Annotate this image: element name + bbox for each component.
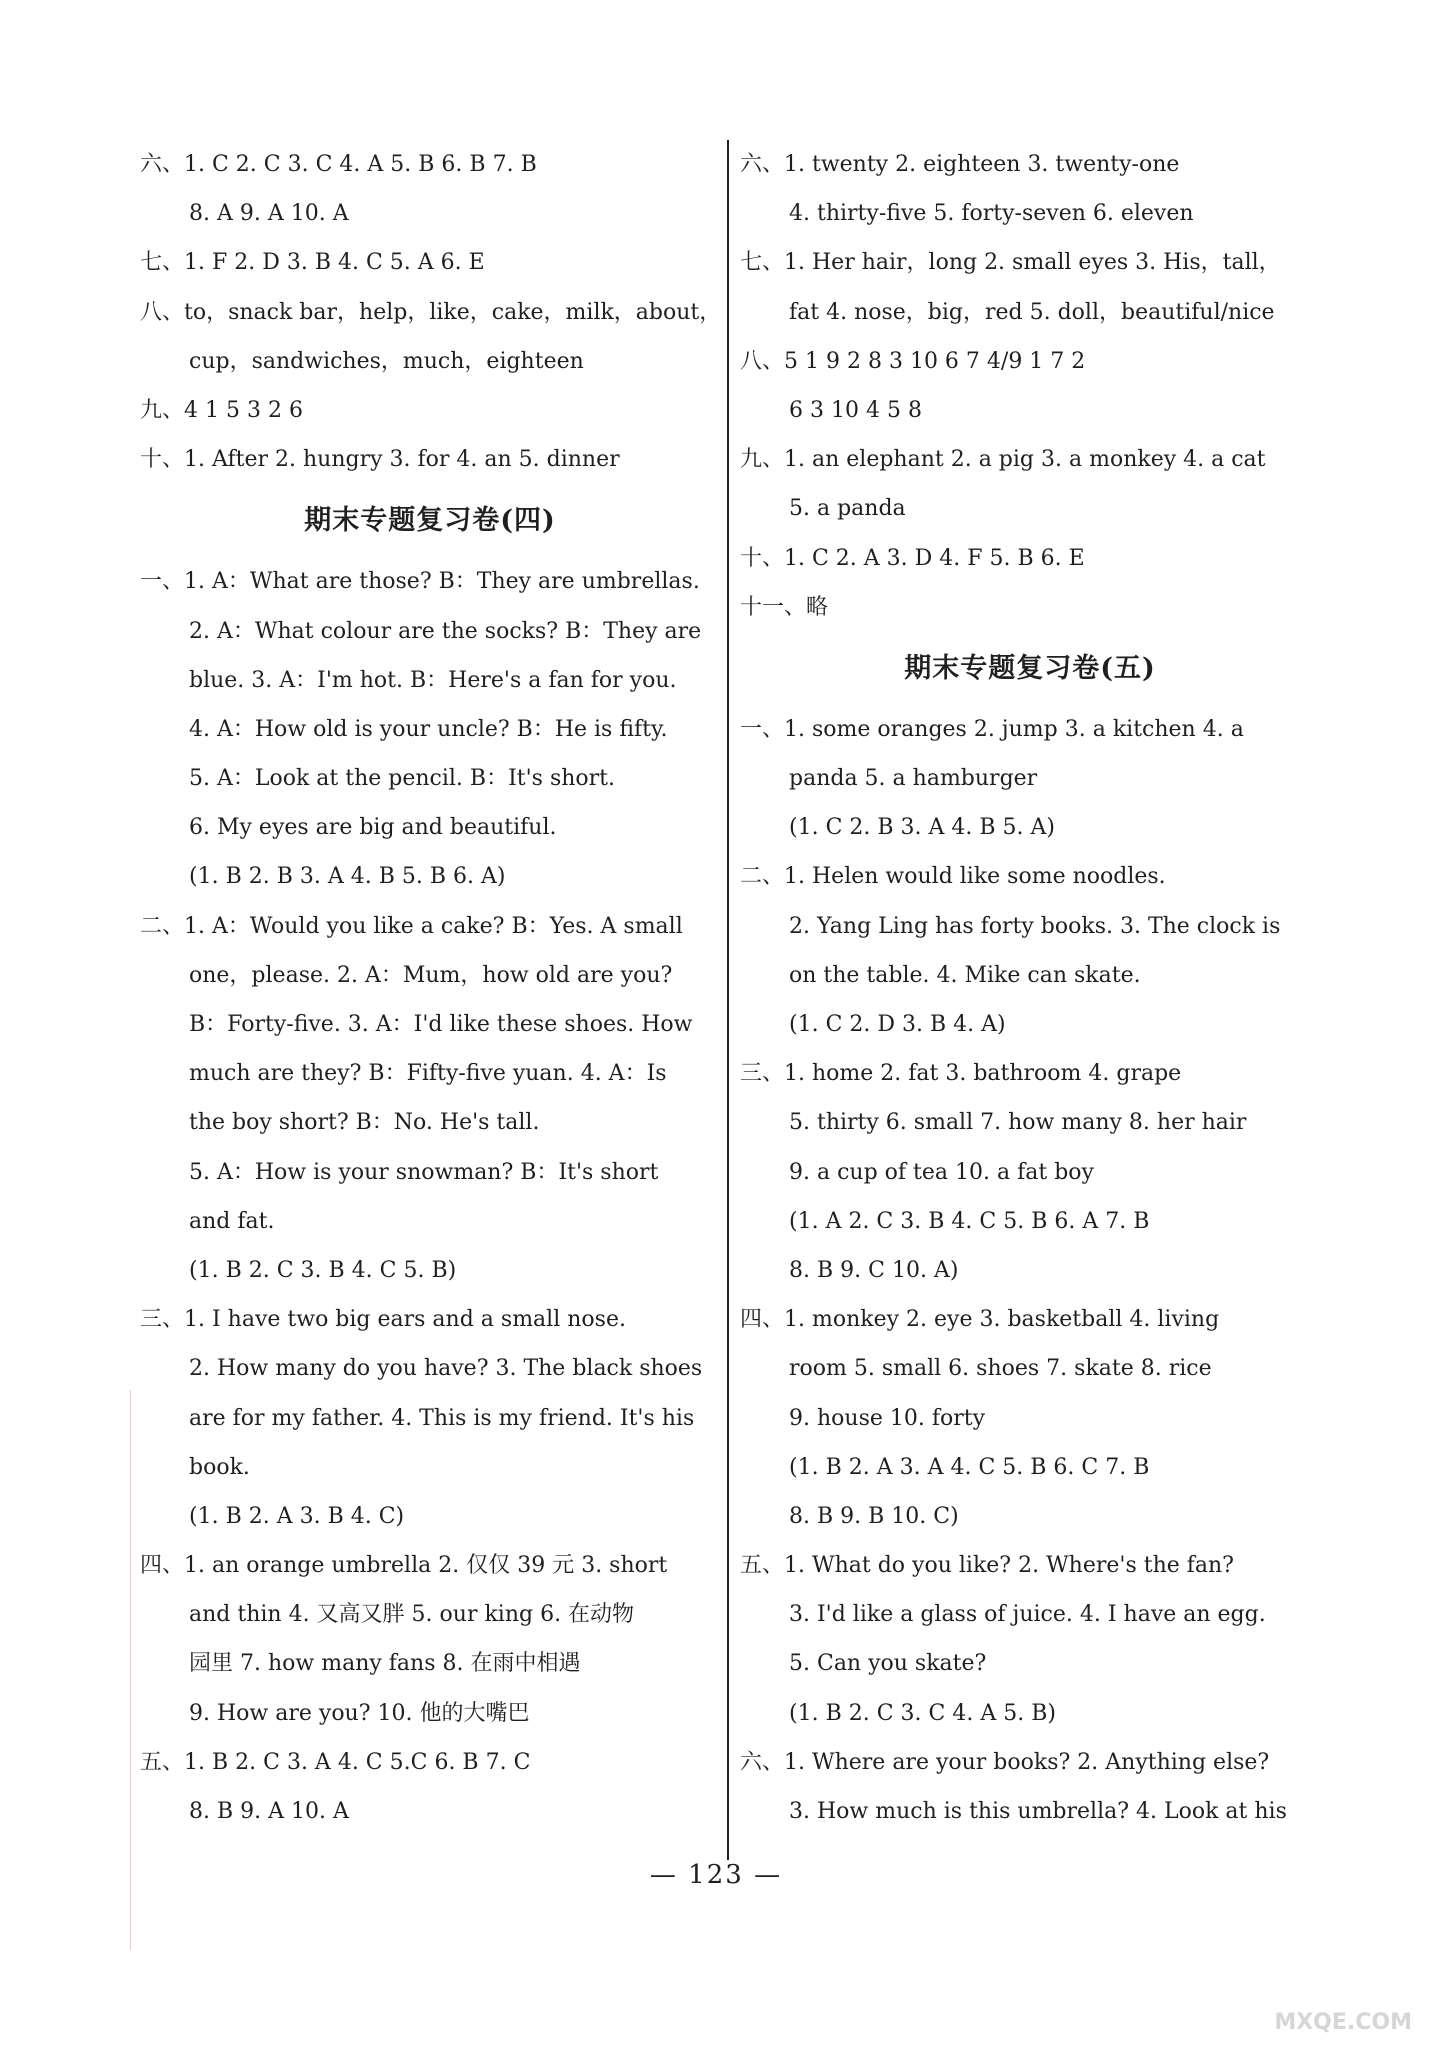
answer-line-continued: 8. B 9. C 10. A) bbox=[789, 1257, 959, 1283]
answer-line-continued: B：Forty-five. 3. A：I'd like these shoes. How bbox=[189, 1012, 693, 1037]
answer-line-continued: 9. house 10. forty bbox=[789, 1405, 986, 1431]
answer-line: 五、1. B 2. C 3. A 4. C 5.C 6. B 7. C bbox=[140, 1749, 531, 1775]
answer-line-continued: book. bbox=[189, 1454, 250, 1480]
left-column bbox=[140, 140, 720, 1836]
answer-line-continued: 8. B 9. A 10. A bbox=[189, 1799, 349, 1824]
answer-line: 十、1. C 2. A 3. D 4. F 5. B 6. E bbox=[740, 545, 1085, 571]
answer-line: 五、1. What do you like? 2. Where's the fan? bbox=[740, 1553, 1234, 1579]
answer-line-continued: 6. My eyes are big and beautiful. bbox=[189, 815, 557, 841]
answer-line: 八、5 1 9 2 8 3 10 6 7 4/9 1 7 2 bbox=[740, 348, 1086, 374]
answer-line: 四、1. an orange umbrella 2. 仅仅 39 元 3. short bbox=[140, 1553, 668, 1579]
answer-line-continued: 5. thirty 6. small 7. how many 8. her hair bbox=[789, 1110, 1247, 1136]
answer-line: 十一、略 bbox=[740, 594, 829, 620]
section-title: 期末专题复习卷(四) bbox=[304, 505, 556, 537]
answer-line-continued: 3. I'd like a glass of juice. 4. I have an egg. bbox=[789, 1602, 1266, 1628]
answer-line-continued: (1. B 2. A 3. B 4. C) bbox=[189, 1503, 405, 1529]
answer-line-continued: are for my father. 4. This is my friend. It's his bbox=[189, 1405, 695, 1431]
answer-line-continued: 3. How much is this umbrella? 4. Look at his bbox=[789, 1799, 1287, 1824]
answer-line-continued: (1. C 2. B 3. A 4. B 5. A) bbox=[789, 815, 1055, 841]
answer-line-continued: (1. A 2. C 3. B 4. C 5. B 6. A 7. B bbox=[789, 1208, 1150, 1234]
answer-line-continued: 5. A：How is your snowman? B：It's short bbox=[189, 1159, 659, 1185]
page-number: — 123 — bbox=[649, 1860, 783, 1890]
answer-line-continued: 5. a panda bbox=[789, 496, 906, 522]
answer-line-continued: and thin 4. 又高又胖 5. our king 6. 在动物 bbox=[189, 1602, 635, 1628]
answer-line: 六、1. Where are your books? 2. Anything else? bbox=[740, 1749, 1270, 1775]
answer-line-continued: and fat. bbox=[189, 1208, 275, 1234]
answer-line-continued: 2. Yang Ling has forty books. 3. The clock is bbox=[789, 913, 1281, 939]
answer-line: 二、1. Helen would like some noodles. bbox=[740, 864, 1166, 890]
answer-line-continued: (1. B 2. A 3. A 4. C 5. B 6. C 7. B bbox=[789, 1454, 1150, 1480]
answer-line-continued: (1. B 2. C 3. C 4. A 5. B) bbox=[789, 1700, 1056, 1726]
answer-line-continued: room 5. small 6. shoes 7. skate 8. rice bbox=[789, 1356, 1212, 1382]
answer-line: 六、1. twenty 2. eighteen 3. twenty-one bbox=[740, 152, 1180, 177]
answer-line: 二、1. A：Would you like a cake? B：Yes. A small bbox=[140, 913, 683, 939]
answer-line-continued: much are they? B：Fifty-five yuan. 4. A：Is bbox=[189, 1061, 667, 1087]
answer-line-continued: 9. How are you? 10. 他的大嘴巴 bbox=[189, 1700, 530, 1726]
answer-line: 三、1. I have two big ears and a small nose. bbox=[140, 1307, 626, 1333]
answer-line: 七、1. F 2. D 3. B 4. C 5. A 6. E bbox=[140, 250, 485, 276]
answer-line: 九、1. an elephant 2. a pig 3. a monkey 4. a cat bbox=[740, 447, 1266, 473]
answer-line-continued: (1. B 2. C 3. B 4. C 5. B) bbox=[189, 1257, 457, 1283]
answer-line: 一、1. some oranges 2. jump 3. a kitchen 4. a bbox=[740, 716, 1244, 742]
section-title: 期末专题复习卷(五) bbox=[904, 652, 1156, 684]
answer-line-continued: panda 5. a hamburger bbox=[789, 766, 1038, 792]
answer-line-continued: one，please. 2. A：Mum，how old are you? bbox=[189, 962, 673, 988]
answer-line-continued: 8. B 9. B 10. C) bbox=[789, 1503, 959, 1529]
answer-line: 一、1. A：What are those? B：They are umbrellas. bbox=[140, 569, 700, 595]
answer-line: 六、1. C 2. C 3. C 4. A 5. B 6. B 7. B bbox=[140, 152, 537, 177]
answer-line-continued: 5. A：Look at the pencil. B：It's short. bbox=[189, 766, 616, 792]
answer-line-continued: 6 3 10 4 5 8 bbox=[789, 397, 922, 423]
watermark-logo: MXQE.COM bbox=[1274, 2010, 1412, 2035]
answer-line: 九、4 1 5 3 2 6 bbox=[140, 397, 303, 423]
answer-line-continued: 9. a cup of tea 10. a fat boy bbox=[789, 1159, 1094, 1185]
answer-line-continued: 2. A：What colour are the socks? B：They are bbox=[189, 618, 702, 644]
right-column bbox=[740, 140, 1320, 1836]
answer-line: 七、1. Her hair，long 2. small eyes 3. His，tall， bbox=[740, 250, 1281, 276]
answer-line-continued: 4. thirty-five 5. forty-seven 6. eleven bbox=[789, 201, 1194, 227]
answer-line-continued: blue. 3. A：I'm hot. B：Here's a fan for you. bbox=[189, 667, 677, 693]
answer-line-continued: (1. B 2. B 3. A 4. B 5. B 6. A) bbox=[189, 864, 506, 890]
answer-line: 十、1. After 2. hungry 3. for 4. an 5. dinner bbox=[140, 447, 620, 473]
answer-line-continued: 5. Can you skate? bbox=[789, 1651, 987, 1677]
answer-line-continued: the boy short? B：No. He's tall. bbox=[189, 1110, 540, 1136]
answer-line-continued: (1. C 2. D 3. B 4. A) bbox=[789, 1012, 1006, 1037]
answer-line-continued: 2. How many do you have? 3. The black shoes bbox=[189, 1356, 703, 1382]
answer-line-continued: fat 4. nose，big，red 5. doll，beautiful/nice bbox=[789, 299, 1275, 325]
column-divider bbox=[727, 140, 729, 1860]
answer-line-continued: cup，sandwiches，much，eighteen bbox=[189, 348, 584, 374]
answer-line: 四、1. monkey 2. eye 3. basketball 4. living bbox=[740, 1307, 1220, 1333]
answer-line: 八、to，snack bar，help，like，cake，milk，about， bbox=[140, 299, 722, 325]
answer-line-continued: 4. A：How old is your uncle? B：He is fifty. bbox=[189, 716, 668, 742]
answer-line-continued: 8. A 9. A 10. A bbox=[189, 201, 349, 227]
answer-line: 三、1. home 2. fat 3. bathroom 4. grape bbox=[740, 1061, 1182, 1087]
answer-line-continued: 园里 7. how many fans 8. 在雨中相遇 bbox=[189, 1651, 581, 1677]
answer-line-continued: on the table. 4. Mike can skate. bbox=[789, 962, 1141, 988]
